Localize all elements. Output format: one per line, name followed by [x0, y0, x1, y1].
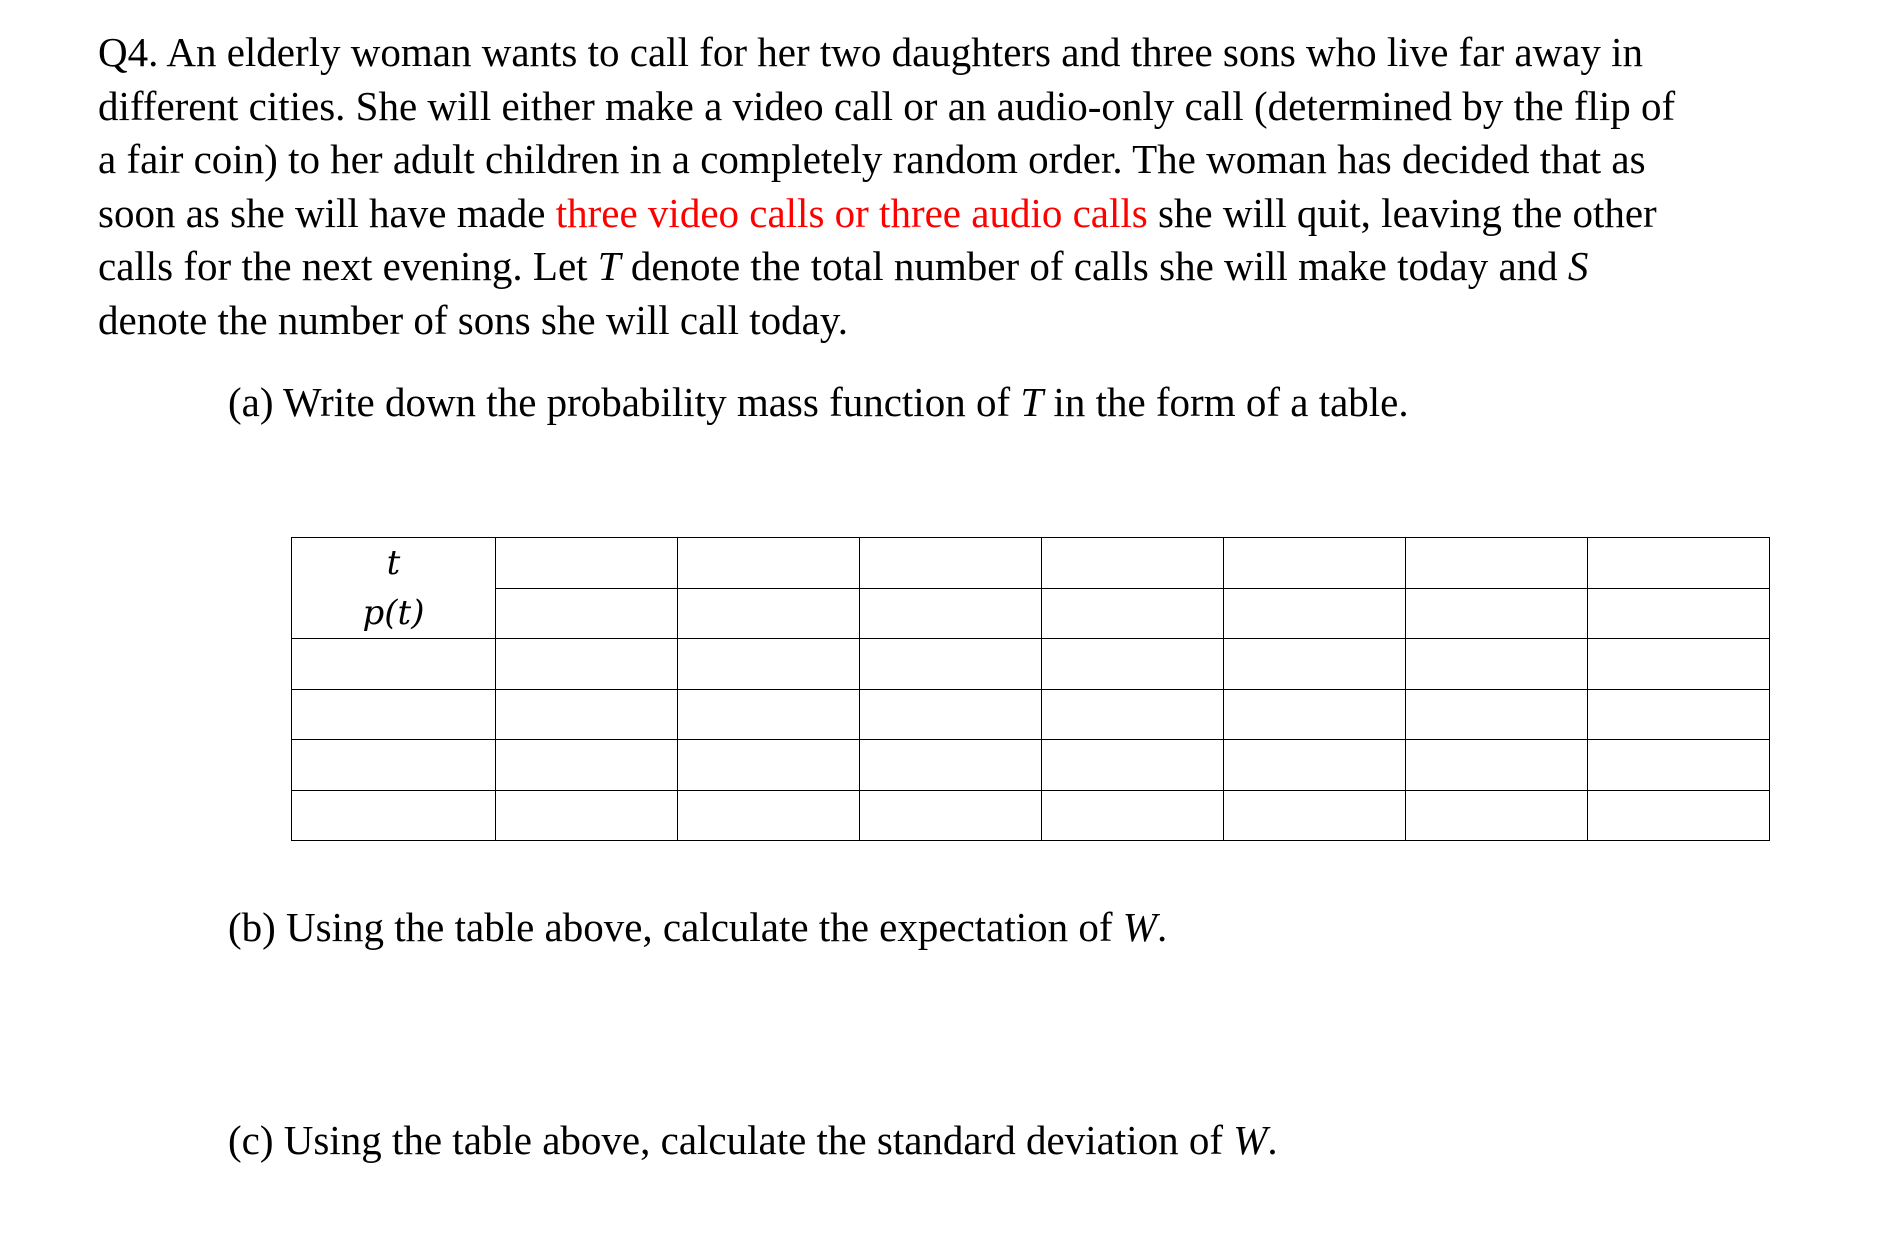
table-row: [292, 689, 1770, 740]
variable-T: T: [597, 243, 621, 289]
question-line-5-middle: denote the total number of calls she will make today and: [620, 243, 1568, 289]
table-cell[interactable]: [496, 740, 678, 791]
table-cell[interactable]: [496, 538, 678, 589]
table-cell[interactable]: [678, 538, 860, 589]
table-cell[interactable]: [496, 639, 678, 690]
table-cell[interactable]: [1406, 588, 1588, 639]
table-cell[interactable]: [1042, 639, 1224, 690]
part-c-text-end: .: [1267, 1117, 1278, 1163]
pmf-table: [291, 537, 1770, 841]
table-cell[interactable]: [860, 740, 1042, 791]
part-b-text-start: (b) Using the table above, calculate the expectation of: [228, 904, 1123, 950]
table-cell[interactable]: [1588, 740, 1770, 791]
row-label-cell: [292, 740, 496, 791]
table-cell[interactable]: [1588, 588, 1770, 639]
table-row: [292, 790, 1770, 841]
part-a-text-start: (a) Write down the probability mass function of: [228, 379, 1021, 425]
row-label-cell: [292, 639, 496, 690]
table-cell[interactable]: [678, 639, 860, 690]
question-text: [98, 26, 1798, 347]
highlighted-condition: three video calls or three audio calls: [555, 189, 1148, 236]
table-cell[interactable]: [1042, 538, 1224, 589]
question-line-5: [98, 240, 1798, 294]
table-cell[interactable]: [1588, 538, 1770, 589]
table-cell[interactable]: [1224, 790, 1406, 841]
table-cell[interactable]: [496, 689, 678, 740]
table-cell[interactable]: [860, 689, 1042, 740]
table-cell[interactable]: [860, 538, 1042, 589]
table-cell[interactable]: [860, 790, 1042, 841]
table-cell[interactable]: [1406, 790, 1588, 841]
table-cell[interactable]: [678, 740, 860, 791]
table-cell[interactable]: [1406, 689, 1588, 740]
table-cell[interactable]: [1224, 689, 1406, 740]
table-cell[interactable]: [1406, 538, 1588, 589]
question-line-6: denote the number of sons she will call today.: [98, 296, 848, 343]
part-b-text-end: .: [1156, 904, 1168, 950]
table-cell[interactable]: [678, 689, 860, 740]
table-cell[interactable]: [678, 588, 860, 639]
table-cell[interactable]: [860, 588, 1042, 639]
question-line-4-end: she will quit, leaving the other: [1147, 189, 1657, 236]
table-cell[interactable]: [678, 790, 860, 841]
row-label-cell: [292, 790, 496, 841]
variable-S: S: [1567, 243, 1589, 289]
table-cell[interactable]: [1042, 588, 1224, 639]
table-cell[interactable]: [1588, 639, 1770, 690]
table-cell[interactable]: [1042, 790, 1224, 841]
question-line-4-start: soon as she will have made: [98, 189, 556, 236]
table-cell[interactable]: [1406, 740, 1588, 791]
table-cell[interactable]: [1224, 588, 1406, 639]
question-line-1: Q4. An elderly woman wants to call for her two daughters and three sons who live far away in: [98, 29, 1644, 75]
question-line-4: [98, 187, 1798, 241]
part-b-variable: W: [1122, 904, 1157, 950]
part-a-variable: T: [1020, 379, 1044, 425]
part-a-text-end: in the form of a table.: [1043, 379, 1409, 425]
row-label-cell: [292, 689, 496, 740]
table-row: [292, 740, 1770, 791]
table-cell[interactable]: [1224, 639, 1406, 690]
question-line-5-start: calls for the next evening. Let: [98, 243, 598, 289]
table-cell[interactable]: [1406, 639, 1588, 690]
table-row: [292, 639, 1770, 690]
table-row: [292, 538, 1770, 589]
table-cell[interactable]: [496, 588, 678, 639]
question-line-3: a fair coin) to her adult children in a completely random order. The woman has decided that as: [98, 136, 1646, 182]
part-c-variable: W: [1233, 1117, 1268, 1163]
table-cell[interactable]: [1588, 790, 1770, 841]
table-row: [292, 588, 1770, 639]
part-b: [228, 902, 1167, 952]
table-cell[interactable]: [1224, 538, 1406, 589]
table-cell[interactable]: [1042, 740, 1224, 791]
table-cell[interactable]: [496, 790, 678, 841]
question-line-2: different cities. She will either make a video call or an audio-only call (determined by the flip of: [98, 82, 1676, 129]
table-cell[interactable]: [1224, 740, 1406, 791]
table-cell[interactable]: [1588, 689, 1770, 740]
part-c: [228, 1115, 1278, 1165]
part-c-text-start: (c) Using the table above, calculate the standard deviation of: [228, 1117, 1234, 1163]
table-cell[interactable]: [860, 639, 1042, 690]
table-cell[interactable]: [1042, 689, 1224, 740]
pmf-table-body: [292, 538, 1770, 841]
row-label-cell: t: [292, 538, 496, 589]
row-label-cell: p(t): [292, 588, 496, 639]
part-a: [228, 377, 1409, 427]
